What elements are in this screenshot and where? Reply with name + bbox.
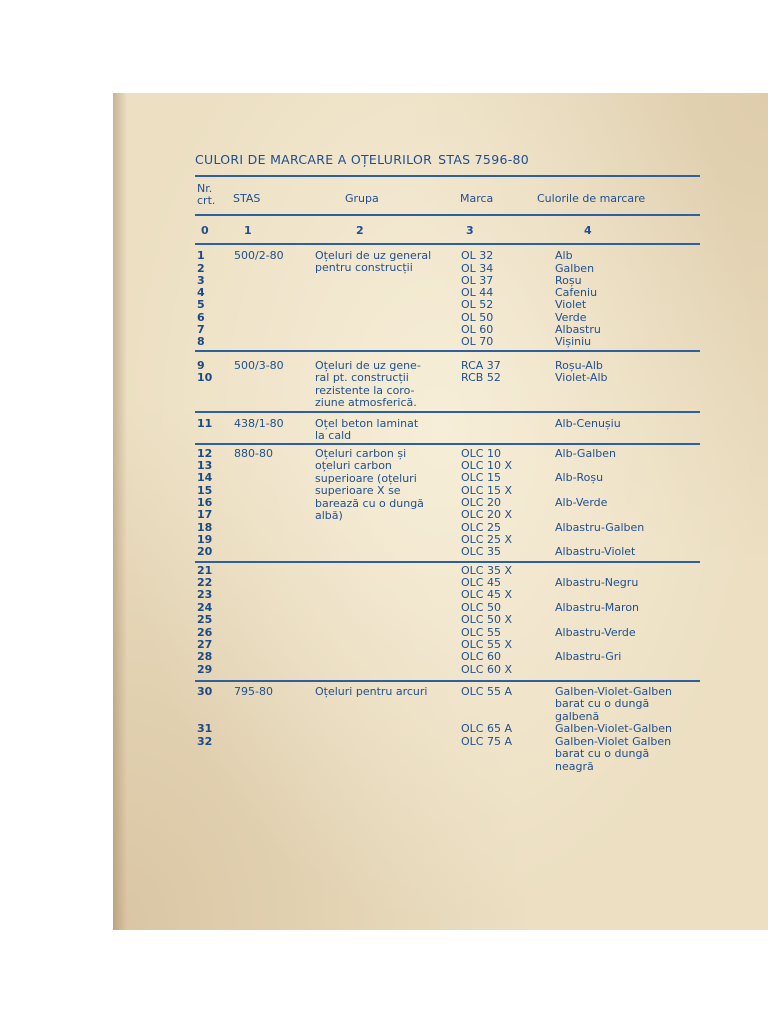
header-culorile: Culorile de marcare	[537, 192, 646, 205]
cell-stas: 880-80	[234, 447, 273, 460]
cell-grupa-line: pentru construcții	[315, 261, 413, 275]
cell-grupa	[315, 448, 424, 522]
row-number: 25	[197, 613, 213, 626]
title-standard: STAS 7596-80	[438, 152, 530, 167]
cell-marca: OLC 35 X	[461, 564, 512, 577]
cell-grupa-line: superioare X se	[315, 484, 401, 498]
cell-grupa	[315, 686, 428, 698]
cell-culoare-line: barat cu o dungă	[555, 697, 650, 711]
cell-culoare: Alb-Verde	[555, 496, 608, 509]
cell-culoare: Albastru-Negru	[555, 576, 639, 589]
cell-grupa-line: la cald	[315, 429, 352, 443]
cell-marca: OL 44	[461, 286, 494, 299]
row-number: 31	[197, 722, 213, 735]
cell-culoare-line: Galben-Violet Galben	[555, 735, 672, 748]
row-number: 17	[197, 508, 213, 521]
row-number: 3	[197, 274, 205, 287]
cell-culoare: Verde	[555, 311, 587, 324]
row-number: 16	[197, 496, 213, 509]
cell-marca: RCB 52	[461, 371, 501, 384]
cell-culoare-line: neagră	[555, 759, 594, 773]
row-number: 21	[197, 564, 213, 577]
row-number: 24	[197, 601, 213, 614]
row-number: 13	[197, 459, 213, 472]
cell-grupa-line: albă)	[315, 509, 343, 523]
cell-culoare: Alb-Galben	[555, 447, 616, 460]
row-number: 14	[197, 471, 213, 484]
cell-grupa-line: ral pt. construcții	[315, 371, 409, 385]
cell-grupa-line: superioare (oțeluri	[315, 471, 417, 485]
cell-stas: 500/2-80	[234, 249, 284, 262]
cell-marca: OLC 10 X	[461, 459, 512, 472]
cell-culoare: Roșu	[555, 274, 582, 287]
cell-marca: OLC 45 X	[461, 588, 512, 601]
cell-stas: 500/3-80	[234, 359, 284, 372]
header-nr	[197, 183, 215, 207]
cell-culoare: Albastru-Verde	[555, 626, 636, 639]
cell-marca: OLC 10	[461, 447, 501, 460]
cell-grupa	[315, 418, 418, 443]
row-number: 6	[197, 311, 205, 324]
header-nr-bottom: crt.	[197, 194, 216, 207]
cell-marca: OLC 25	[461, 521, 501, 534]
cell-marca: OLC 15	[461, 471, 501, 484]
cell-grupa-line: Oțeluri de uz gene-	[315, 359, 421, 372]
rule-header	[195, 214, 700, 216]
row-number: 12	[197, 447, 213, 460]
index-0: 0	[201, 224, 209, 237]
cell-grupa-line: Oțeluri pentru arcuri	[315, 685, 428, 698]
cell-marca: OLC 50	[461, 601, 501, 614]
cell-marca: OL 70	[461, 335, 494, 348]
header-stas: STAS	[233, 192, 261, 205]
cell-culoare-line: Galben-Violet-Galben	[555, 685, 672, 698]
cell-marca: OL 52	[461, 298, 494, 311]
cell-marca: OLC 20	[461, 496, 501, 509]
cell-marca: OL 32	[461, 249, 494, 262]
cell-culoare: Albastru	[555, 323, 601, 336]
cell-culoare: Albastru-Gri	[555, 650, 622, 663]
row-number: 27	[197, 638, 213, 651]
cell-marca: OLC 35	[461, 545, 501, 558]
row-number: 1	[197, 249, 205, 262]
cell-culoare: Albastru-Galben	[555, 521, 645, 534]
row-number: 8	[197, 335, 205, 348]
cell-marca: OLC 20 X	[461, 508, 512, 521]
cell-marca: OLC 55 A	[461, 685, 512, 698]
row-number: 9	[197, 359, 205, 372]
cell-grupa-line: rezistente la coro-	[315, 383, 415, 397]
cell-marca: OLC 55 X	[461, 638, 512, 651]
index-4: 4	[584, 224, 592, 237]
cell-marca: OL 34	[461, 262, 494, 275]
row-number: 10	[197, 371, 213, 384]
rule-group-2	[195, 411, 700, 413]
cell-culoare: Violet	[555, 298, 587, 311]
rule-top	[195, 175, 700, 177]
cell-grupa	[315, 360, 421, 410]
cell-culoare: Violet-Alb	[555, 371, 608, 384]
cell-marca: OLC 55	[461, 626, 501, 639]
cell-culoare: Roșu-Alb	[555, 359, 603, 372]
row-number: 23	[197, 588, 213, 601]
rule-index	[195, 243, 700, 245]
cell-marca: OLC 45	[461, 576, 501, 589]
cell-grupa-line: oțeluri carbon	[315, 459, 392, 473]
page-title	[195, 152, 529, 167]
cell-grupa-line: Oțeluri de uz general	[315, 249, 432, 262]
row-number: 32	[197, 735, 213, 748]
cell-grupa-line: barează cu o dungă	[315, 496, 424, 510]
row-number: 30	[197, 685, 213, 698]
row-number: 4	[197, 286, 205, 299]
row-number: 20	[197, 545, 213, 558]
index-3: 3	[466, 224, 474, 237]
cell-marca: OLC 75 A	[461, 735, 512, 748]
header-marca: Marca	[460, 192, 494, 205]
row-number: 29	[197, 663, 213, 676]
cell-marca: OLC 15 X	[461, 484, 512, 497]
row-number: 15	[197, 484, 213, 497]
rule-group-3	[195, 443, 700, 445]
row-number: 22	[197, 576, 213, 589]
rule-group-4	[195, 561, 700, 563]
header-nr-top: Nr.	[197, 182, 213, 195]
cell-marca: OL 50	[461, 311, 494, 324]
cell-culoare: Albastru-Maron	[555, 601, 640, 614]
rule-group-5	[195, 680, 700, 682]
row-number: 7	[197, 323, 205, 336]
cell-marca: OLC 60 X	[461, 663, 512, 676]
cell-marca: OL 37	[461, 274, 494, 287]
cell-culoare-line: galbenă	[555, 709, 600, 723]
rule-group-1	[195, 350, 700, 352]
cell-culoare: Alb-Roșu	[555, 471, 604, 484]
cell-culoare: Galben	[555, 262, 595, 275]
index-2: 2	[356, 224, 364, 237]
cell-culoare-line: barat cu o dungă	[555, 747, 650, 761]
cell-grupa-line: Oțel beton laminat	[315, 417, 419, 430]
cell-culoare: Alb-Cenușiu	[555, 417, 621, 430]
title-main: CULORI DE MARCARE A OȚELURILOR	[195, 152, 433, 167]
cell-marca: OLC 60	[461, 650, 501, 663]
header-grupa: Grupa	[345, 192, 379, 205]
row-number: 18	[197, 521, 213, 534]
cell-culoare	[555, 736, 671, 773]
cell-culoare: Alb	[555, 249, 573, 262]
cell-stas: 438/1-80	[234, 417, 284, 430]
row-number: 26	[197, 626, 213, 639]
cell-marca: OLC 65 A	[461, 722, 512, 735]
cell-stas: 795-80	[234, 685, 273, 698]
cell-grupa	[315, 250, 431, 275]
row-number: 2	[197, 262, 205, 275]
cell-culoare	[555, 723, 672, 735]
cell-grupa-line: Oțeluri carbon și	[315, 447, 407, 460]
row-number: 28	[197, 650, 213, 663]
cell-culoare: Vișiniu	[555, 335, 592, 348]
cell-marca: OLC 50 X	[461, 613, 512, 626]
cell-culoare	[555, 686, 672, 723]
cell-culoare: Cafeniu	[555, 286, 598, 299]
cell-marca: OL 60	[461, 323, 494, 336]
cell-marca: RCA 37	[461, 359, 501, 372]
row-number: 19	[197, 533, 213, 546]
row-number: 11	[197, 417, 213, 430]
cell-grupa-line: ziune atmosferică.	[315, 396, 417, 410]
index-1: 1	[244, 224, 252, 237]
cell-marca: OLC 25 X	[461, 533, 512, 546]
row-number: 5	[197, 298, 205, 311]
cell-culoare: Albastru-Violet	[555, 545, 636, 558]
cell-culoare-line: Galben-Violet-Galben	[555, 722, 672, 735]
